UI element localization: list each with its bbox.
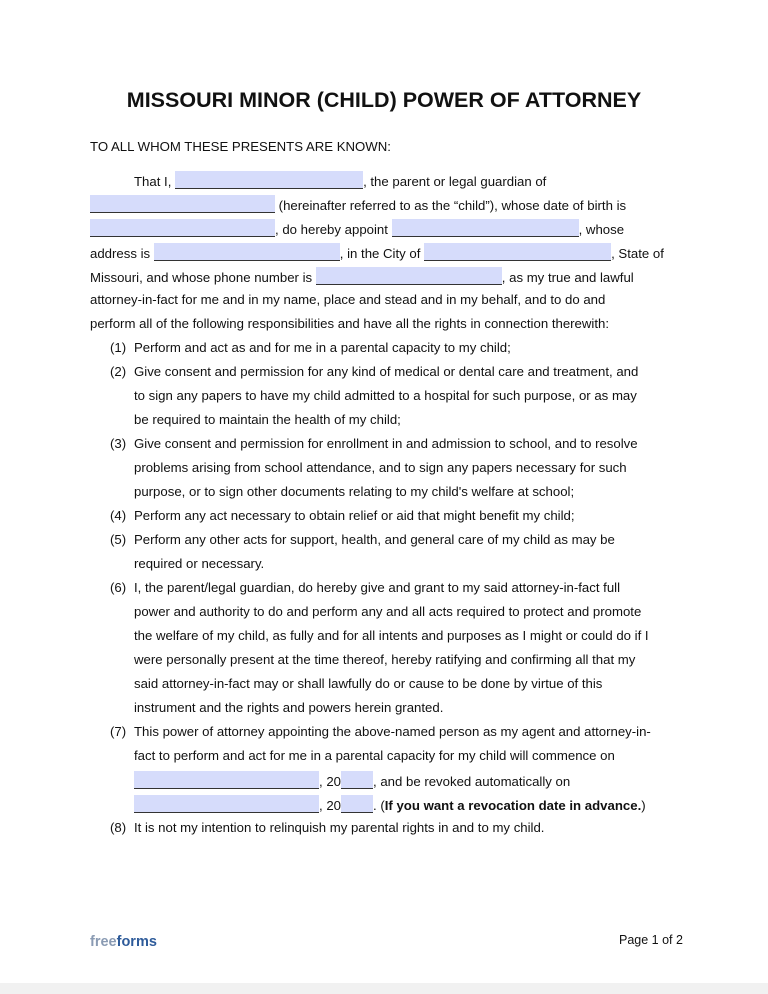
page-number: Page 1 of 2 [619, 933, 683, 947]
item-number: (2) [110, 364, 127, 379]
item-text: It is not my intention to relinquish my parental rights in and to my child. [134, 820, 545, 835]
item-number: (6) [110, 580, 127, 595]
child-name-field[interactable] [90, 195, 275, 213]
list-item-4 [110, 507, 575, 525]
item-text: Give consent and permission for any kind of medical or dental care and treatment, and [134, 364, 639, 379]
child-dob-field[interactable] [90, 219, 275, 237]
list-item-3 [110, 435, 638, 453]
list-item-6-cont: power and authority to do and perform any and all acts required to protect and promote [134, 604, 642, 619]
attorney-name-field[interactable] [392, 219, 579, 237]
list-item-3-cont: problems arising from school attendance, and to sign any papers necessary for such [134, 460, 627, 475]
text: That I, [134, 174, 172, 189]
parent-name-field[interactable] [175, 171, 363, 189]
item-number: (4) [110, 508, 127, 523]
logo-free: free [90, 934, 117, 950]
text: , do hereby appoint [275, 222, 388, 237]
list-item-8 [110, 819, 544, 837]
list-item-2-cont: be required to maintain the health of my child; [134, 412, 401, 427]
attorney-address-field[interactable] [154, 243, 340, 261]
list-item-6-cont: said attorney-in-fact may or shall lawfully do or cause to be done by virtue of this [134, 676, 603, 691]
list-item-6-cont: instrument and the rights and powers herein granted. [134, 700, 444, 715]
para-line-4 [90, 243, 664, 263]
item-text: Perform any act necessary to obtain relief or aid that might benefit my child; [134, 508, 575, 523]
item-number: (1) [110, 340, 127, 355]
para-line-7: perform all of the following responsibilities and have all the rights in connection therewith: [90, 316, 609, 331]
text: Missouri, and whose phone number is [90, 270, 313, 285]
intro-line: TO ALL WHOM THESE PRESENTS ARE KNOWN: [90, 139, 391, 154]
text: , as my true and lawful [501, 270, 634, 285]
revoke-year-field[interactable] [341, 795, 373, 813]
item-number: (7) [110, 724, 127, 739]
text: address is [90, 246, 151, 261]
para-line-6: attorney-in-fact for me and in my name, place and stead and in my behalf, and to do and [90, 292, 606, 307]
text: , the parent or legal guardian of [363, 174, 547, 189]
list-item-2-cont: to sign any papers to have my child admitted to a hospital for such purpose, or as may [134, 388, 637, 403]
item-text: Give consent and permission for enrollment in and admission to school, and to resolve [134, 436, 638, 451]
commence-date-field[interactable] [134, 771, 319, 789]
list-item-6-cont: were personally present at the time thereof, hereby ratifying and confirming all that my [134, 652, 636, 667]
bold-note: If you want a revocation date in advance. [384, 798, 642, 813]
text: . ( [373, 798, 385, 813]
list-item-6-cont: the welfare of my child, as fully and for all intents and purposes as I might or could do if I [134, 628, 649, 643]
text: (hereinafter referred to as the “child”), whose date of birth is [278, 198, 627, 213]
revoke-date-line [134, 795, 646, 815]
text: , in the City of [339, 246, 421, 261]
text: , whose [578, 222, 625, 237]
item-number: (5) [110, 532, 127, 547]
list-item-6 [110, 579, 620, 597]
para-line-2 [90, 195, 626, 215]
para-line-3 [90, 219, 624, 239]
text: , 20 [319, 798, 341, 813]
bottom-bar [0, 983, 768, 994]
list-item-1 [110, 339, 511, 357]
revoke-date-field[interactable] [134, 795, 319, 813]
list-item-7 [110, 723, 651, 741]
city-field[interactable] [424, 243, 611, 261]
list-item-3-cont: purpose, or to sign other documents relating to my child's welfare at school; [134, 484, 575, 499]
commence-date-line [134, 771, 570, 791]
item-text: Perform and act as and for me in a parental capacity to my child; [134, 340, 511, 355]
phone-field[interactable] [316, 267, 502, 285]
item-number: (8) [110, 820, 127, 835]
commence-year-field[interactable] [341, 771, 373, 789]
list-item-2 [110, 363, 638, 381]
document-title: MISSOURI MINOR (CHILD) POWER OF ATTORNEY [126, 88, 642, 112]
text: , and be revoked automatically on [373, 774, 571, 789]
text: ) [641, 798, 646, 813]
text: , State of [611, 246, 664, 261]
item-text: This power of attorney appointing the above-named person as my agent and attorney-in- [134, 724, 651, 739]
text: , 20 [319, 774, 341, 789]
item-text: I, the parent/legal guardian, do hereby give and grant to my said attorney-in-fact full [134, 580, 621, 595]
list-item-5 [110, 531, 615, 549]
list-item-7-cont: fact to perform and act for me in a parental capacity for my child will commence on [134, 748, 615, 763]
freeforms-logo [90, 934, 157, 950]
list-item-5-cont: required or necessary. [134, 556, 265, 571]
logo-forms: forms [116, 934, 157, 950]
para-line-5 [90, 267, 634, 287]
para-line-1 [134, 171, 546, 191]
item-number: (3) [110, 436, 127, 451]
item-text: Perform any other acts for support, health, and general care of my child as may be [134, 532, 615, 547]
